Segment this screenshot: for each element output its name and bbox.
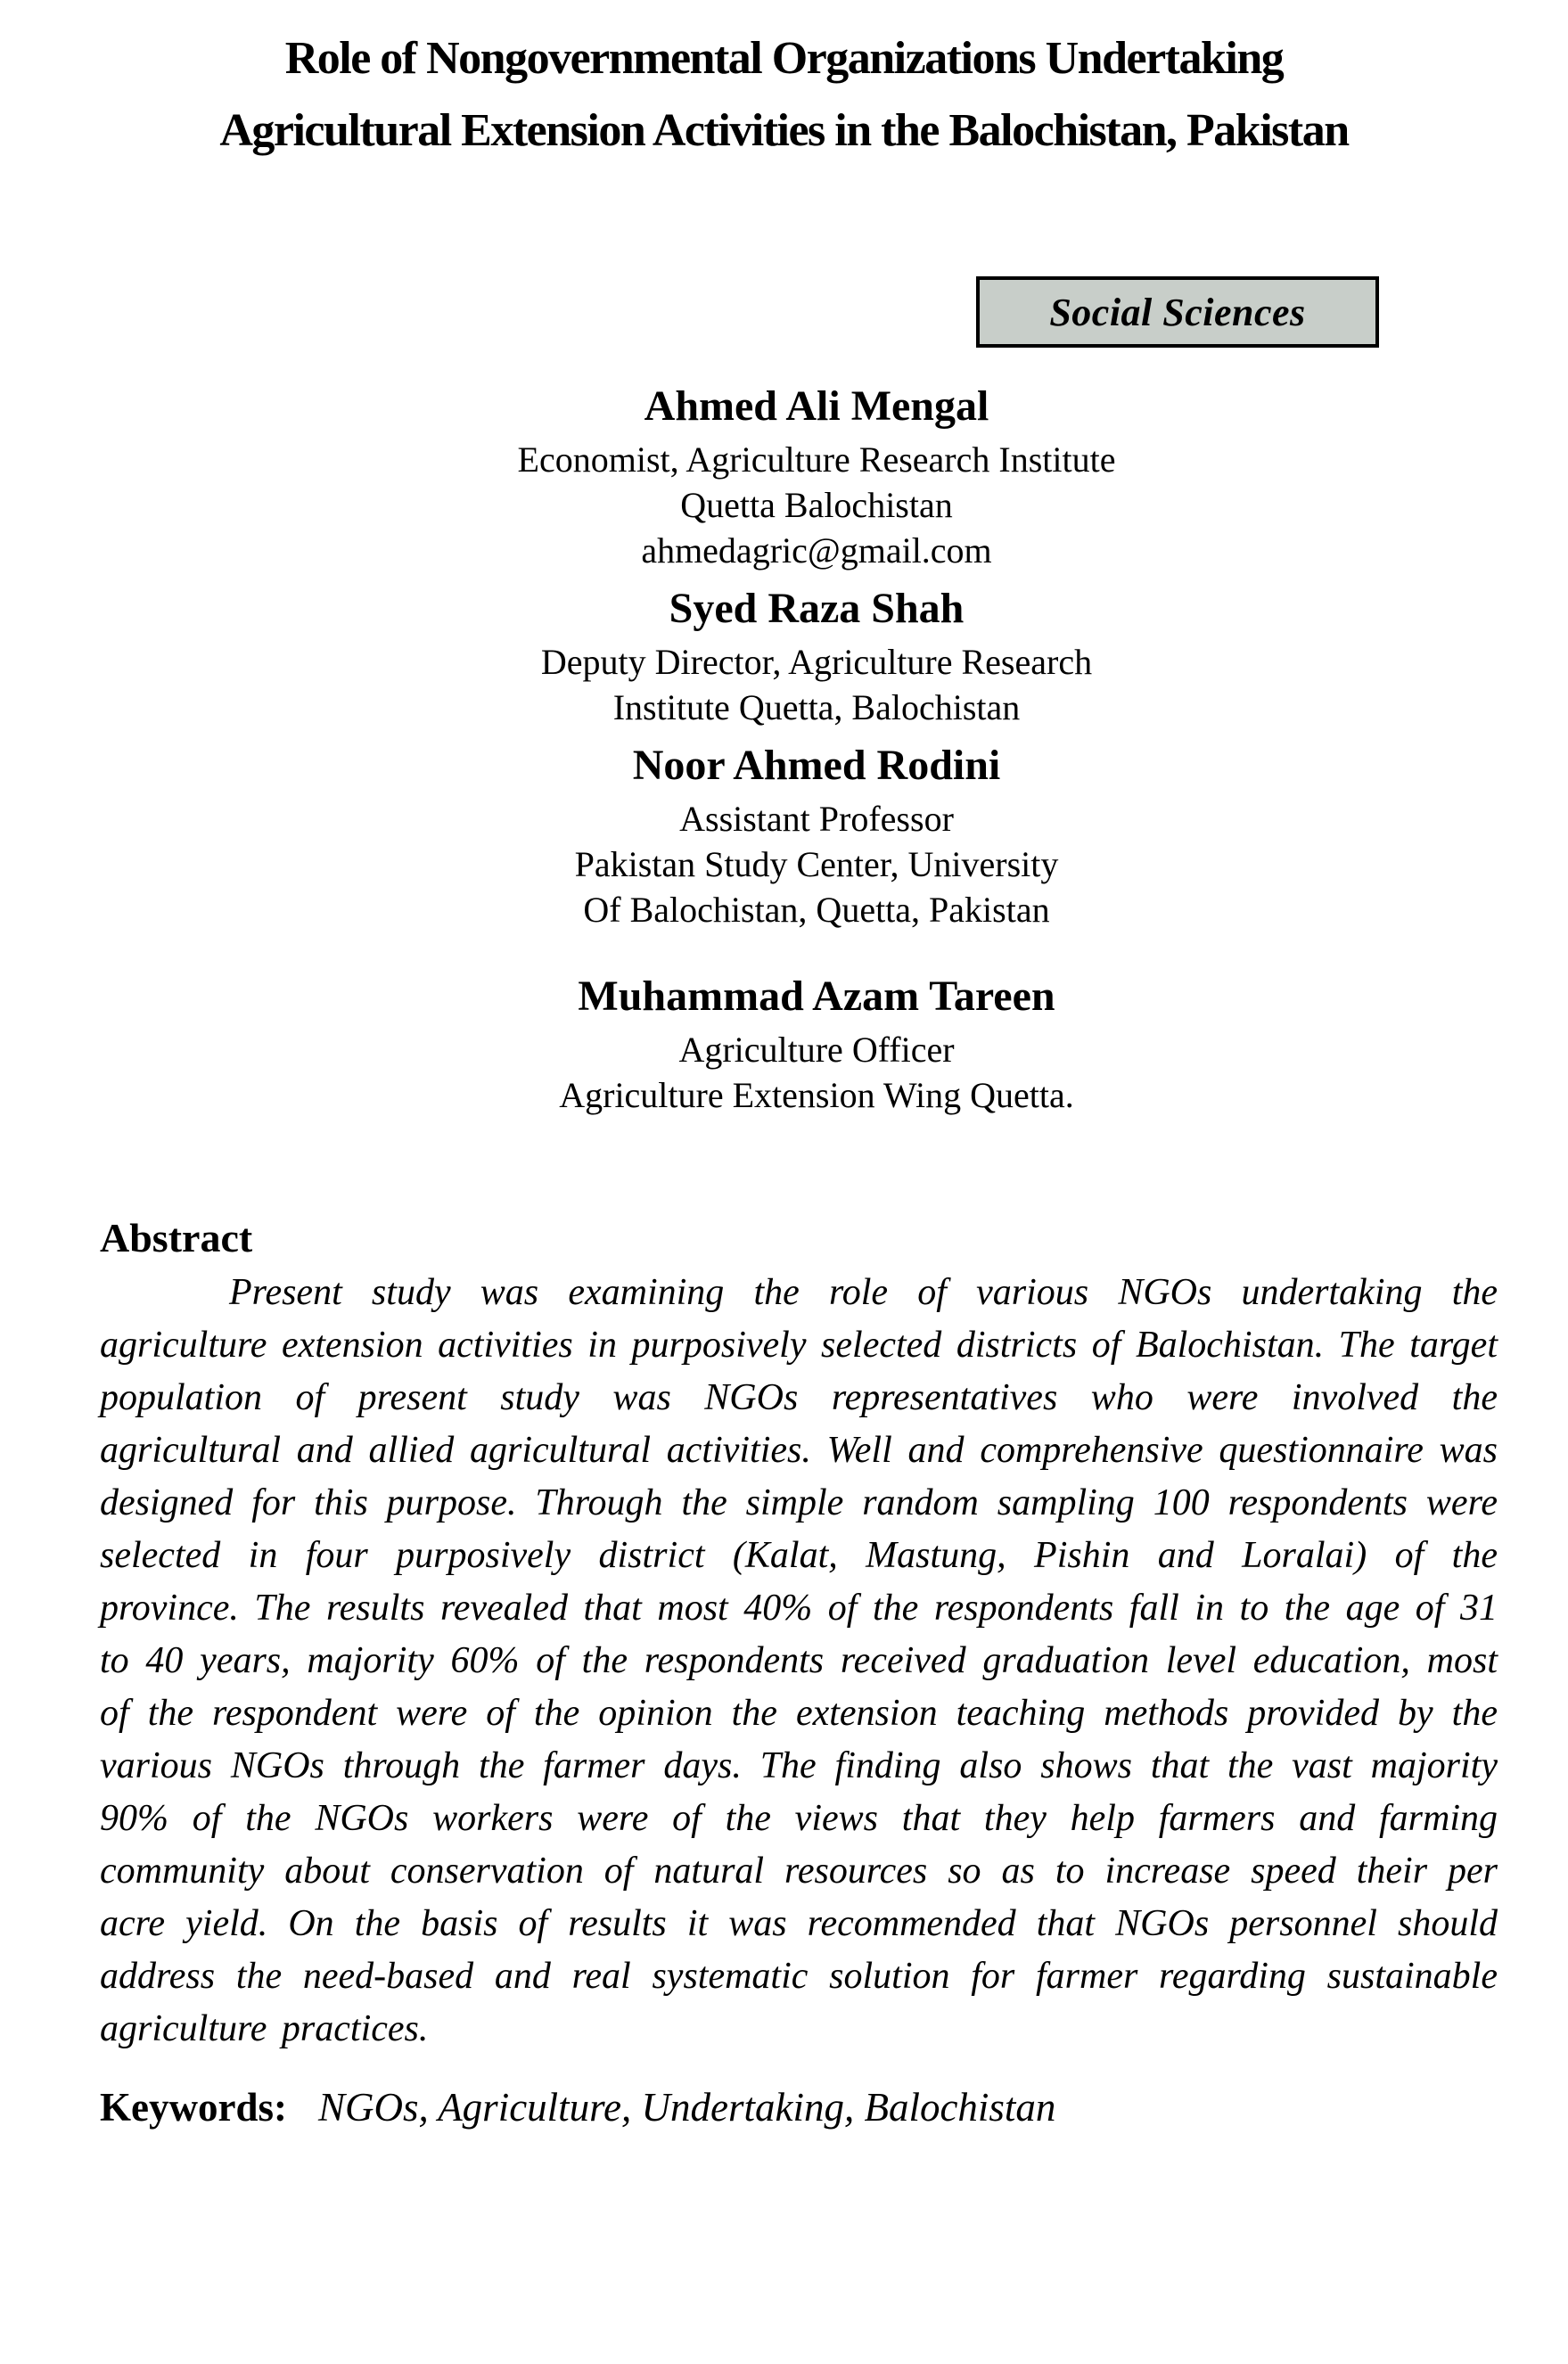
abstract-heading: Abstract xyxy=(100,1215,253,1260)
authors-section xyxy=(118,382,1515,1118)
author-block-3 xyxy=(118,741,1515,932)
author-block-2 xyxy=(118,584,1515,730)
keywords-value: NGOs, Agriculture, Undertaking, Balochistan xyxy=(317,2085,1056,2130)
author-block-4 xyxy=(118,972,1515,1118)
author-name: Syed Raza Shah xyxy=(669,585,965,632)
keywords-row xyxy=(100,2082,1498,2132)
author-name: Noor Ahmed Rodini xyxy=(632,742,1001,789)
author-name: Muhammad Azam Tareen xyxy=(578,973,1055,1020)
paper-title-line1: Role of Nongovernmental Organizations Undertaking xyxy=(284,33,1284,84)
author-affiliation-line: Deputy Director, Agriculture Research xyxy=(540,642,1093,682)
author-affiliation-line: Pakistan Study Center, University xyxy=(574,844,1059,884)
page-content xyxy=(0,382,1568,2132)
category-box xyxy=(976,276,1379,348)
author-affiliation-line: Economist, Agriculture Research Institute xyxy=(517,439,1116,480)
category-label: Social Sciences xyxy=(1049,290,1306,334)
author-affiliation-line: Quetta Balochistan xyxy=(680,485,953,525)
author-block-1 xyxy=(118,382,1515,573)
keywords-label: Keywords: xyxy=(100,2085,287,2130)
paper-title-line2: Agricultural Extension Activities in the Balochistan, Pakistan xyxy=(219,105,1349,156)
abstract-text: Present study was examining the role of various NGOs undertaking the agriculture extension activities in purposively selected districts of Balochistan. The target population of present study was NGOs representatives who were involved the agricultural and allied agricultural activities. Well and comprehensive questionnaire was designed for this purpose. Through the simple random sampling 100 respondents were selected in four purposively district (Kalat, Mastung, Pishin and Loralai) of the province. The results revealed that most 40% of the respondents fall in to the age of 31 to 40 years, majority 60% of the respondents received graduation level education, most of the respondent were of the opinion the extension teaching methods provided by the various NGOs through the farmer days. The finding also shows that the vast majority 90% of the NGOs workers were of the views that they help farmers and farming community about conservation of natural resources so as to increase speed their per acre yield. On the basis of results it was recommended that NGOs personnel should address the need-based and real systematic solution for farmer regarding sustainable agriculture practices. xyxy=(100,1272,1498,2049)
author-affiliation-line: Of Balochistan, Quetta, Pakistan xyxy=(583,890,1050,930)
author-affiliation-line: Agriculture Officer xyxy=(678,1030,955,1070)
author-email: ahmedagric@gmail.com xyxy=(641,530,992,570)
author-affiliation-line: Assistant Professor xyxy=(679,799,954,839)
author-affiliation-line: Institute Quetta, Balochistan xyxy=(612,687,1021,727)
author-name: Ahmed Ali Mengal xyxy=(644,382,989,430)
paper-title xyxy=(0,22,1568,167)
author-affiliation-line: Agriculture Extension Wing Quetta. xyxy=(559,1075,1074,1115)
